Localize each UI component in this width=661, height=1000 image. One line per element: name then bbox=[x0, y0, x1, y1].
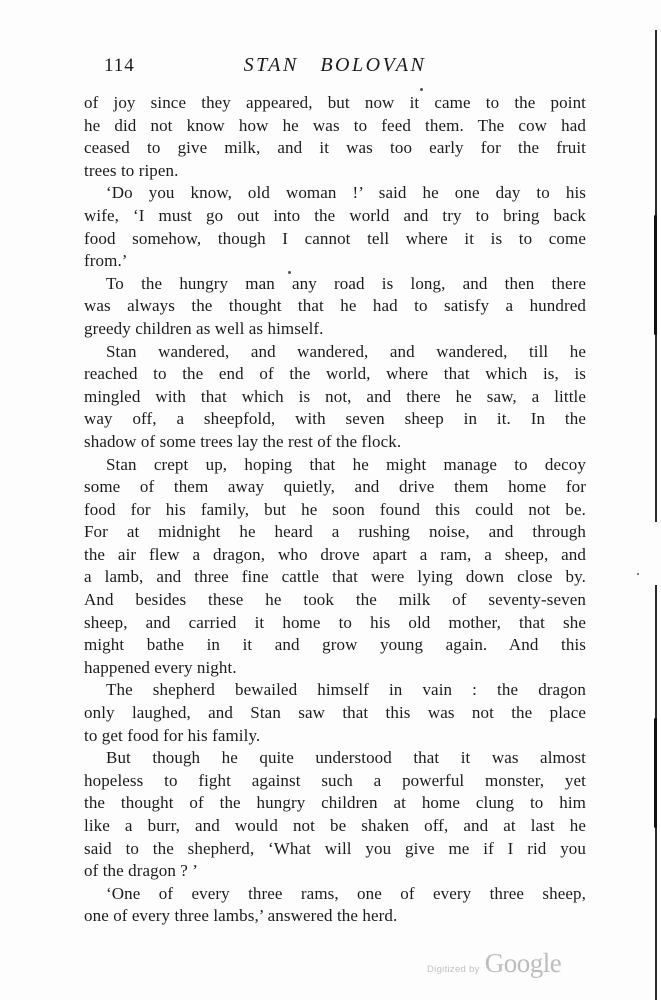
text-line: only laughed, and Stan saw that this was not the place bbox=[84, 703, 586, 723]
scan-edge-line bbox=[654, 215, 657, 335]
paragraph bbox=[84, 273, 586, 341]
scan-speck bbox=[420, 88, 423, 91]
text-line: like a burr, and would not be shaken off, and at last he bbox=[84, 816, 586, 835]
text-line: Stan wandered, and wandered, and wandered, till he bbox=[106, 341, 586, 361]
paragraph bbox=[84, 182, 586, 272]
text-line: mingled with that which is not, and there he saw, a little bbox=[84, 386, 586, 406]
text-line: wife, ‘I must go out into the world and try to bring back bbox=[84, 205, 586, 225]
google-logo: Google bbox=[484, 948, 562, 978]
text-line: sheep, and carried it home to his old mother, that she bbox=[84, 612, 586, 632]
text-line: of the dragon ? ’ bbox=[84, 861, 199, 881]
paragraph bbox=[84, 92, 586, 182]
scan-speck bbox=[637, 573, 639, 575]
text-line: food for his family, but he soon found this could not be. bbox=[84, 499, 586, 519]
paragraph bbox=[84, 883, 586, 928]
running-header bbox=[84, 54, 586, 80]
text-line: To the hungry man any road is long, and then there bbox=[106, 273, 586, 293]
text-line: the air flew a dragon, who drove apart a ram, a sheep, and bbox=[84, 544, 586, 564]
text-line: The shepherd bewailed himself in vain : the dragon bbox=[106, 680, 586, 700]
running-title: STAN BOLOVAN bbox=[243, 54, 427, 76]
text-line: ‘Do you know, old woman !’ said he one day to his bbox=[106, 183, 586, 203]
text-line: he did not know how he was to feed them. The cow had bbox=[84, 115, 586, 135]
text-line: some of them away quietly, and drive them home for bbox=[84, 477, 586, 497]
scan-edge-line bbox=[654, 718, 657, 828]
text-line: hopeless to fight against such a powerful monster, yet bbox=[84, 770, 586, 790]
text-line: For at midnight he heard a rushing noise, and through bbox=[84, 522, 586, 542]
text-line: And besides these he took the milk of seventy-seven bbox=[84, 590, 586, 610]
text-line: reached to the end of the world, where that which is, is bbox=[84, 364, 586, 384]
text-line: the thought of the hungry children at home clung to him bbox=[84, 793, 586, 813]
text-line: greedy children as well as himself. bbox=[84, 318, 324, 338]
page-number: 114 bbox=[104, 55, 135, 76]
paragraph bbox=[84, 341, 586, 454]
text-line: way off, a sheepfold, with seven sheep in it. In the bbox=[84, 409, 586, 429]
text-line: a lamb, and three fine cattle that were lying down close by. bbox=[84, 567, 586, 587]
text-line: was always the thought that he had to satisfy a hundred bbox=[84, 296, 586, 316]
page-text bbox=[84, 92, 586, 928]
text-line: But though he quite understood that it was almost bbox=[106, 748, 586, 768]
text-line: ‘One of every three rams, one of every three sheep, bbox=[106, 883, 586, 903]
text-line: ceased to give milk, and it was too early for the fruit bbox=[84, 138, 586, 158]
paragraph bbox=[84, 454, 586, 680]
text-line: Stan crept up, hoping that he might manage to decoy bbox=[106, 454, 586, 474]
text-line: might bathe in it and grow young again. And this bbox=[84, 635, 586, 655]
text-line: said to the shepherd, ‘What will you give me if I rid you bbox=[84, 838, 586, 858]
text-line: one of every three lambs,’ answered the herd. bbox=[84, 906, 398, 926]
paragraph bbox=[84, 747, 586, 883]
digitized-by-label: Digitized by bbox=[427, 964, 480, 975]
text-line: from.’ bbox=[84, 251, 128, 271]
paragraph bbox=[84, 679, 586, 747]
text-line: food somehow, though I cannot tell where it is to come bbox=[84, 228, 586, 248]
scan-speck bbox=[288, 271, 291, 274]
text-line: to get food for his family. bbox=[84, 725, 261, 745]
text-line: happened every night. bbox=[84, 657, 237, 677]
text-line: shadow of some trees lay the rest of the flock. bbox=[84, 431, 402, 451]
text-line: trees to ripen. bbox=[84, 160, 179, 180]
digitized-by-watermark bbox=[427, 948, 587, 979]
text-line: of joy since they appeared, but now it came to the point bbox=[84, 93, 586, 112]
